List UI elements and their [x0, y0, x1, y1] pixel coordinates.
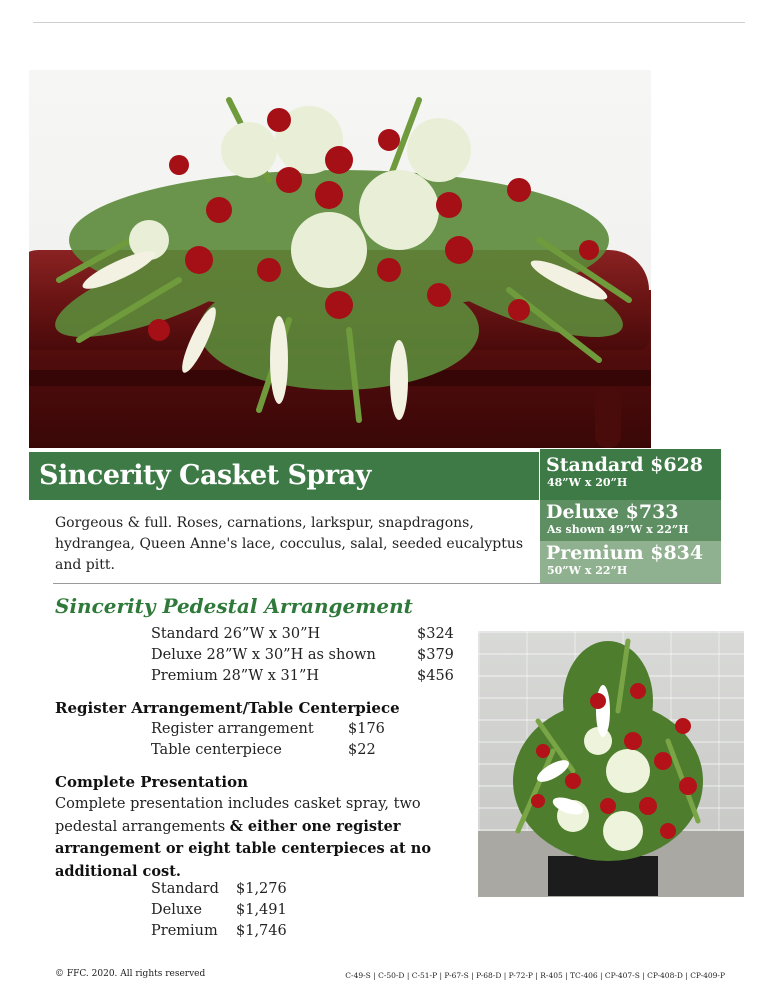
- row-price: $1,491: [236, 902, 287, 918]
- dims-standard: 48”W x 20”H: [547, 476, 628, 489]
- table-row: [151, 666, 454, 687]
- casket-spray-photo: [29, 70, 651, 448]
- register-price-table: [151, 719, 385, 761]
- row-price: $379: [417, 647, 454, 663]
- price-box-premium: [540, 541, 721, 583]
- row-price: $176: [348, 721, 385, 737]
- row-price: $22: [348, 742, 376, 758]
- price-standard: Standard $628: [546, 454, 704, 476]
- price-premium: Premium $834: [546, 542, 704, 564]
- row-label: Standard: [151, 881, 219, 897]
- table-row: [151, 624, 454, 645]
- complete-description: [55, 794, 455, 883]
- pedestal-arrangement-photo: [478, 631, 744, 897]
- row-price: $456: [417, 668, 454, 684]
- row-price: $1,276: [236, 881, 287, 897]
- pedestal-flowers-illustration: [478, 631, 744, 897]
- price-deluxe: Deluxe $733: [546, 501, 679, 523]
- pedestal-price-table: [151, 624, 454, 687]
- price-box-standard: [540, 449, 721, 500]
- table-row: [151, 645, 454, 666]
- row-label: Deluxe: [151, 902, 202, 918]
- row-price: $324: [417, 626, 454, 642]
- flower-spray-illustration: [39, 80, 639, 440]
- row-label: Table centerpiece: [151, 742, 282, 758]
- complete-price-table: [151, 879, 287, 942]
- row-label: Premium: [151, 923, 218, 939]
- dims-deluxe: As shown 49”W x 22”H: [547, 523, 689, 536]
- spray-description: Gorgeous & full. Roses, carnations, larkspur, snapdragons, hydrangea, Queen Anne's lace, cocculus, salal, seeded eucalyptus and pitt.: [55, 515, 524, 573]
- row-label: Register arrangement: [151, 721, 314, 737]
- page-title: Sincerity Casket Spray: [39, 460, 371, 491]
- table-row: [151, 740, 385, 761]
- row-label: Deluxe 28”W x 30”H as shown: [151, 647, 376, 663]
- top-rule: [33, 22, 745, 23]
- section-divider: [53, 583, 721, 584]
- price-box-deluxe: [540, 500, 721, 541]
- dims-premium: 50”W x 22”H: [547, 564, 628, 577]
- complete-title: Complete Presentation: [55, 773, 249, 791]
- register-title: Register Arrangement/Table Centerpiece: [55, 699, 400, 717]
- complete-description-bold: & either one register arrangement or eight table centerpieces at no additional cost.: [55, 817, 432, 880]
- table-row: [151, 921, 287, 942]
- table-row: [151, 879, 287, 900]
- table-row: [151, 719, 385, 740]
- table-row: [151, 900, 287, 921]
- row-label: Standard 26”W x 30”H: [151, 626, 321, 642]
- copyright: © FFC. 2020. All rights reserved: [55, 969, 206, 979]
- pedestal-title: Sincerity Pedestal Arrangement: [55, 594, 413, 618]
- title-banner: [29, 452, 539, 500]
- product-codes: C-49-S | C-50-D | C-51-P | P-67-S | P-68-D | P-72-P | R-405 | TC-406 | CP-407-S | CP-408-D | CP-409-P: [345, 971, 725, 980]
- row-price: $1,746: [236, 923, 287, 939]
- row-label: Premium 28”W x 31”H: [151, 668, 320, 684]
- complete-description-plain: Complete presentation includes casket spray, two pedestal arrangements: [55, 796, 421, 835]
